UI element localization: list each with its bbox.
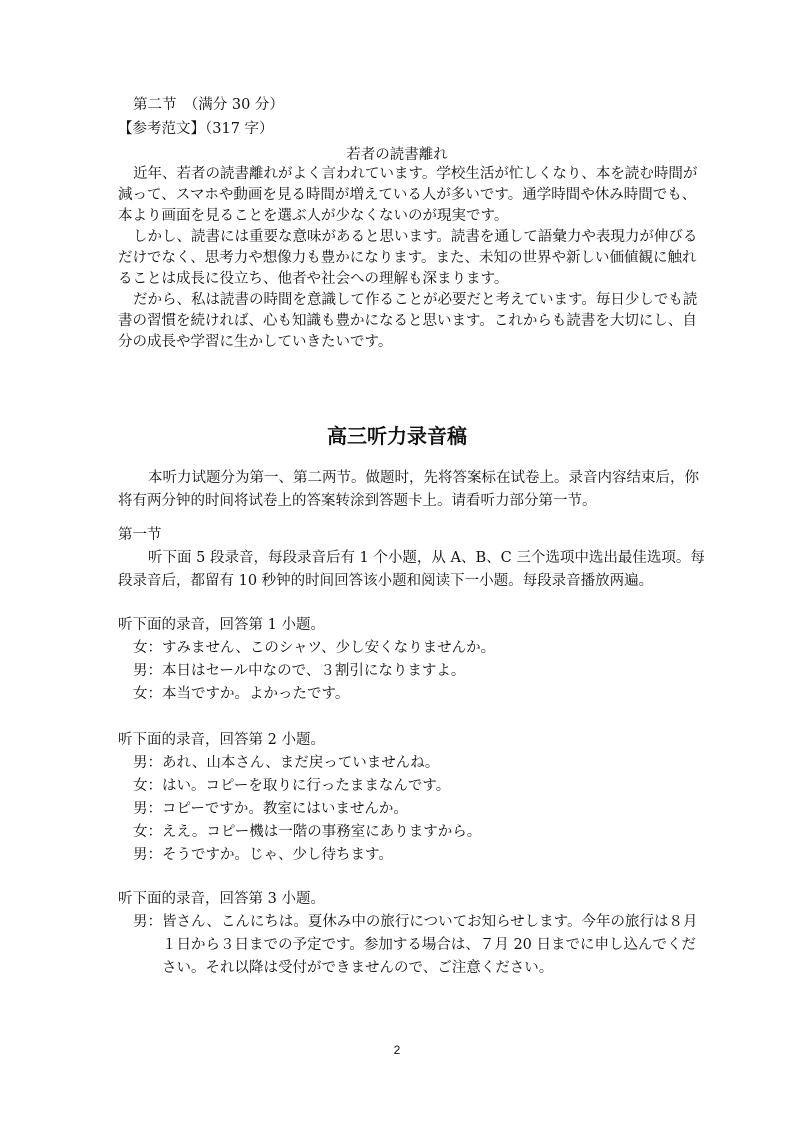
essay-line: 減って、スマホや動画を見る時間が増えている人が多いです。通学時間や休み時間でも、 — [118, 187, 697, 203]
sample-essay-label: 【参考范文】（317 字） — [118, 121, 274, 137]
essay-line: しかし、読書には重要な意味があると思います。読書を通して語彙力や表現力が伸びる — [133, 229, 698, 245]
essay-line: 書の習慣を続ければ、心も知識も豊かになると思います。これからも読書を大切にし、自 — [118, 313, 697, 329]
dialogue-line: １日から３日までの予定です。参加する場合は、７月 20 日までに申し込んでくだ — [162, 937, 697, 953]
dialogue-line: 男：本日はセール中なので、３割引になりますよ。 — [133, 663, 466, 679]
essay-line: だけでなく、思考力や想像力も豊かになります。また、未知の世界や新しい価値観に触れ — [118, 250, 697, 266]
dialogue-line: さい。それ以降は受付ができませんので、ご注意ください。 — [162, 960, 554, 976]
dialogue-line: 女：本当ですか。よかったです。 — [133, 686, 350, 702]
instruction-line: 听下面 5 段录音，每段录音后有 1 个小题，从 A、B、C 三个选项中选出最佳选项。每 — [148, 550, 705, 566]
essay-line: だから、私は読書の時間を意識して作ることが必要だと考えています。毎日少しでも読 — [133, 292, 698, 308]
dialogue-line: 女：すみません、このシャツ、少し安くなりませんか。 — [133, 640, 496, 656]
question-prompt: 听下面的录音，回答第 2 小题。 — [118, 732, 325, 748]
essay-title: 若者の読書離れ — [346, 147, 448, 163]
part-heading: 第一节 — [118, 527, 162, 543]
essay-line: 近年、若者の読書離れがよく言われています。学校生活が忙しくなり、本を読む時間が — [133, 166, 698, 182]
dialogue-line: 男：皆さん、こんにちは。夏休み中の旅行についてお知らせします。今年の旅行は８月 — [133, 914, 698, 930]
dialogue-line: 女：はい。コピーを取りに行ったままなんです。 — [133, 778, 451, 794]
section-heading: 第二节 （满分 30 分） — [133, 97, 284, 113]
question-prompt: 听下面的录音，回答第 3 小题。 — [118, 891, 325, 907]
page-number: 2 — [393, 1043, 401, 1057]
dialogue-line: 女：ええ。コピー機は一階の事務室にありますから。 — [133, 824, 482, 840]
transcript-title: 高三听力录音稿 — [327, 424, 467, 448]
dialogue-line: 男：あれ、山本さん、まだ戻っていませんね。 — [133, 755, 440, 771]
dialogue-line: 男：そうですか。じゃ、少し待ちます。 — [133, 847, 393, 863]
instruction-line: 段录音后，都留有 10 秒钟的时间回答该小题和阅读下一小题。每段录音播放两遍。 — [118, 573, 654, 589]
dialogue-line: 男：コピーですか。教室にはいませんか。 — [133, 801, 408, 817]
essay-line: 本より画面を見ることを選ぶ人が少なくないのが現実です。 — [118, 208, 509, 224]
essay-line: ることは成長に役立ち、他者や社会への理解も深まります。 — [118, 271, 509, 287]
question-prompt: 听下面的录音，回答第 1 小题。 — [118, 617, 325, 633]
essay-line: 分の成長や学習に生かしていきたいです。 — [118, 334, 393, 350]
intro-line: 将有两分钟的时间将试卷上的答案转涂到答题卡上。请看听力部分第一节。 — [118, 493, 597, 509]
intro-line: 本听力试题分为第一、第二两节。做题时，先将答案标在试卷上。录音内容结束后，你 — [148, 470, 699, 486]
